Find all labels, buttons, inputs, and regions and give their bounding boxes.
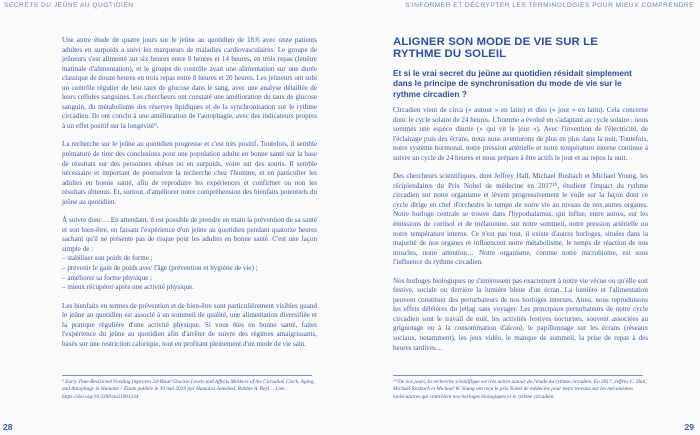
footnote: ⁹ Early Time-Restricted Feeding Improves 24-Hour Glucose Levels and Affects Markers of the Circadian Clock, Aging, and Autophagy in Humans – Étude publiée le 30 mai 2019 par Humaira Jamshed, Robbie A. Beyl… Lien : https://doi.org/10.3390/nu11061234 xyxy=(62,379,315,400)
running-head-left: SECRETS DU JEÛNE AU QUOTIDIEN xyxy=(4,2,134,9)
body-paragraph: Les bienfaits en termes de prévention et de bien-être sont particulièrement visibles quand le jeûne au quotidien est associé à un sommeil de qualité, une alimentation diversifiée et la pratique régulière d'une activité physique. Si vous êtes en bonne santé, faites l'expérience du jeûne au quotidien afin d'arrêter de suivre des régimes amaigrissants, basés sur une restriction calorique, tout en profitant pleinement d'un mode de vie sain. xyxy=(62,301,317,348)
list-item: – stabiliser son poids de forme ; xyxy=(62,254,153,263)
body-paragraph: Des chercheurs scientifiques, dont Jeffrey Hall, Michael Rosbach et Michael Young, les récipiendaires du Prix Nobel de médecine en 2017¹⁰, étudient l'impact du rythme circadien sur notre organisme et lèvent progressivement le voile sur la façon dont ce cycle dirige en chef d'orchestre le tempo de notre vie au niveau de nos autres organes. Notre horloge centrale se trouve dans l'hypothalamus, qui influe, entre autres, sur les émissions de cortisol et de mélatonine, sur notre sommeil, notre pression artérielle ou notre température interne. Ce n'est pas tout, il existe d'autres horloges, situées dans la majorité de nos organes et influencent notre métabolisme, le temps de réaction de nos muscles, notre attention… Notre organisme, comme notre microbiome, est sous l'influence du rythme circadien. xyxy=(393,172,648,267)
body-paragraph: La recherche sur le jeûne au quotidien progresse et c'est très positif. Toutefois, il semble prématuré de tirer des conclusions pour une population adulte en bonne santé sur la base de résultats sur des personnes obèses ou en surpoids, voire sur des souris. Il semble nécessaire et important de poursuivre la recherche chez l'homme, et en particulier les adultes en bonne santé, afin de reproduire les expériences et confirmer ou non les résultats obtenus. Et, surtout, d'améliorer notre compréhension des bienfaits potentiels du jeûne au quotidien. xyxy=(62,140,317,206)
list-item: – mieux récupérer après une activité physique. xyxy=(62,283,195,292)
left-body-column xyxy=(62,36,317,349)
right-body-column xyxy=(393,106,648,353)
body-paragraph: Circadien vient de circa (« autour » en latin) et dies (« jour » en latin). Cela concerne donc le cycle solaire de 24 heures. L'homme a évolué en s'adaptant au cycle solaire ; nous sommes une espèce diurne (« qui vit le jour »). Avec l'invention de l'électricité, de l'éclairage puis des écrans, nous nous aventurons de plus en plus dans la nuit. Toutefois, notre système hormonal, notre pression artérielle et notre température interne continue à suivre un cycle de 24 heures et nous prépare à être actifs le jour et au repos la nuit. xyxy=(393,106,648,162)
body-paragraph: Une autre étude de quatre jours sur le jeûne au quotidien de 18:6 avec onze patients adultes en surpoids a suivi les marqueurs de maladies cardiovasculaires. Le groupe de jeûneurs s'est alimenté sur six heures entre 8 heures et 14 heures, en trois repas (fenêtre matinale d'alimentation), et le groupe de contrôle avait une alimentation sur une durée classique de douze heures en trois repas entre 8 heures et 20 heures. Les jeûneurs ont subi un contrôle régulier de leur taux de glucose dans le sang, avec une analyse détaillée de leurs cellules sanguines. Les chercheurs ont constaté une amélioration du taux de glucose sanguin, du métabolisme des réserves lipidiques et de la synchronisation sur le rythme circadien. Ils ont conclu à une amélioration de l'autophagie, avec des indicateurs propres à un effet positif sur la longévité⁹. xyxy=(62,36,317,130)
lead-paragraph: Et si le vrai secret du jeûne au quotidien résidait simplement dans le principe de synchronisation du mode de vie sur le rythme circadien ? xyxy=(393,68,632,99)
footnote-divider xyxy=(393,375,643,376)
body-paragraph: Nos horloges biologiques ne s'intéressent pas exactement à notre vie vécue ou qu'elle soit festive, sociale ou derrière la lumière bleue d'un écran. La lumière et l'alimentation peuvent constituer des perturbateurs de nos horloges internes. Ainsi, nous reproduisons les effets délétères du jetlag sans voyager. Les principaux perturbateurs de notre cycle circadien sont le travail de nuit, les activités festives nocturnes, souvent associées au grignotage ou à la consommation d'alcool, le papillonnage sur les écrans (réseaux sociaux, notamment), les jeux vidéo, le manque de sommeil, la prise de repas à des heures tardives… xyxy=(393,276,648,352)
bullet-list xyxy=(62,254,317,292)
running-head-right: S'INFORMER ET DÉCRYPTER LES TERMINOLOGIES POUR MIEUX COMPRENDRE xyxy=(405,2,694,9)
footnote: ¹⁰ De nos jours, la recherche scientifique est très active autour de l'étude du rythme circadien. En 2017, Jeffrey C. Hall, Michael Rosbach et Michael W. Young ont reçu le prix Nobel de médecine pour leurs travaux sur les mécanismes moléculaires qui contrôlent nos horloges biologiques et le rythme circadien. xyxy=(393,379,647,400)
footnote-divider xyxy=(62,375,312,376)
list-item: – améliorer sa forme physique ; xyxy=(62,273,153,282)
page-number: 28 xyxy=(3,422,13,432)
body-paragraph: À suivre donc… En attendant, il est possible de prendre en main la prévention de sa santé et son bien-être, en faisant l'expérience d'un jeûne au quotidien pendant quatorze heures sachant qu'il ne présente pas de risque pour les adultes en bonne santé. C'est une façon simple de : xyxy=(62,216,317,253)
page-number: 29 xyxy=(684,422,694,432)
section-heading: ALIGNER SON MODE DE VIE SUR LE RYTHME DU SOLEIL xyxy=(393,36,598,60)
list-item: – prévenir le gain de poids avec l'âge (prévention et hygiène de vie) ; xyxy=(62,264,258,273)
